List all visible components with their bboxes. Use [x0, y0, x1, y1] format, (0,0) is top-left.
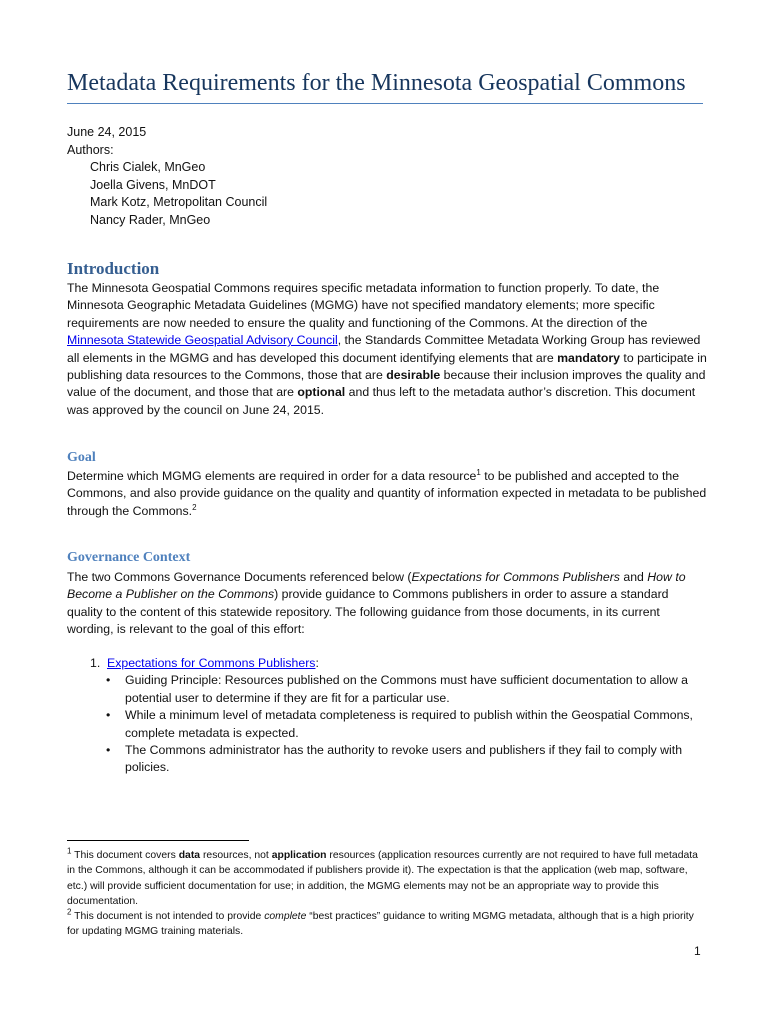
intro-text-4: because their inclusion improves the quality and value of the document, and those that are: [67, 368, 706, 400]
fn1-bold-application: application: [271, 850, 327, 861]
intro-text-5: and thus left to the metadata author’s discretion. This document was approved by the council on June 24, 2015.: [67, 385, 696, 417]
author-3: Mark Kotz, Metropolitan Council: [90, 195, 268, 209]
document-meta: [67, 124, 267, 229]
author-4: Nancy Rader, MnGeo: [90, 212, 211, 227]
gov-text-1: The two Commons Governance Documents referenced below (: [67, 570, 412, 584]
bullet-text: The Commons administrator has the authority to revoke users and publishers if they fail to comply with policies.: [125, 743, 683, 775]
intro-text-3: to participate in publishing data resources to the Commons, those that are: [67, 350, 707, 383]
bullet-item-3: [90, 742, 710, 777]
author-1: Chris Cialek, MnGeo: [90, 160, 206, 174]
goal-heading: Goal: [67, 450, 96, 465]
gov-doc-title-2: How to Become a Publisher on the Commons: [67, 570, 686, 602]
expectations-link[interactable]: Expectations for Commons Publishers: [107, 656, 316, 670]
introduction-heading: Introduction: [67, 259, 160, 278]
footnote-marker-2: 2: [67, 907, 72, 917]
goal-text-1: Determine which MGMG elements are required in order for a data resource: [67, 469, 477, 483]
bullet-text: Guiding Principle: Resources published on the Commons must have sufficient documentation to allow a potential user to determine if they are fit for a particular use.: [125, 673, 689, 705]
authors-label: Authors:: [67, 142, 114, 157]
fn1-text-2: resources, not: [200, 850, 272, 861]
fn1-bold-data: data: [178, 850, 201, 861]
fn1-text-1: This document covers: [71, 850, 179, 861]
bullet-icon: •: [106, 673, 111, 688]
gov-doc-title-1: Expectations for Commons Publishers: [411, 570, 620, 584]
list-colon: :: [315, 656, 319, 670]
fn2-text-1: This document is not intended to provide: [71, 911, 265, 923]
bullet-item-2: [90, 707, 710, 742]
introduction-paragraph: [67, 280, 707, 419]
desirable-term: desirable: [386, 368, 441, 383]
bullet-list: [90, 672, 710, 776]
numbered-list: [90, 655, 710, 777]
mandatory-term: mandatory: [557, 350, 620, 365]
author-2: Joella Givens, MnDOT: [90, 177, 216, 192]
bullet-icon: •: [106, 743, 111, 758]
intro-text-1: The Minnesota Geospatial Commons requires specific metadata information to function properly. To date, the Minnesota Geographic Metadata Guidelines (MGMG) have not specified mandatory elements; more specific requirements are now needed to ensure the quality and functioning of the Commons. At the direction of the: [67, 281, 660, 330]
governance-context-heading: Governance Context: [67, 550, 191, 565]
page-number: 1: [694, 944, 701, 958]
footnote-divider: [67, 840, 249, 841]
goal-text-2: to be published and accepted to the Commons, and also provide guidance on the quality and quantity of information expected in metadata to be published through the Commons.: [67, 469, 707, 518]
optional-term: optional: [297, 385, 346, 400]
advisory-council-link[interactable]: Minnesota Statewide Geospatial Advisory Council: [67, 333, 338, 348]
list-number: 1.: [90, 656, 101, 670]
bullet-text: While a minimum level of metadata completeness is required to publish within the Geospatial Commons, complete metadata is expected.: [125, 708, 693, 740]
footnote-marker-1: 1: [67, 846, 72, 856]
footnote-2: [67, 909, 707, 940]
document-title: Metadata Requirements for the Minnesota Geospatial Commons: [67, 70, 703, 104]
footnote-1: [67, 848, 707, 909]
document-date: June 24, 2015: [67, 125, 147, 139]
bullet-item-1: [90, 672, 710, 707]
footnote-ref-2[interactable]: 2: [192, 502, 197, 512]
intro-text-2: , the Standards Committee Metadata Working Group has reviewed all elements in the MGMG and has developed this document identifying elements that are: [67, 333, 701, 365]
gov-text-2: and: [619, 570, 648, 584]
fn2-italic-complete: complete: [264, 911, 307, 923]
gov-text-3: ) provide guidance to Commons publishers in order to assure a standard quality to the content of this statewide repository. The following guidance from those documents, in its current wording, is relevant to the goal of this effort:: [67, 587, 669, 637]
fn2-text-2: “best practices” guidance to writing MGMG metadata, although that is a high priority for updating MGMG training materials.: [67, 911, 694, 938]
goal-paragraph: [67, 468, 707, 520]
list-item: [90, 655, 710, 672]
fn1-text-3: resources (application resources currently are not required to have full metadata in the Commons, although it can be accommodated if publishers provide it). The expectation is that the application (web map, software, etc.) will provide sufficient documentation for use; in addition, the MGMG elements may not be an appropriate way to provide this documentation.: [67, 850, 698, 907]
footnote-ref-1[interactable]: 1: [476, 467, 481, 477]
bullet-icon: •: [106, 708, 111, 723]
governance-paragraph: [67, 569, 707, 639]
footnotes: [67, 848, 707, 940]
